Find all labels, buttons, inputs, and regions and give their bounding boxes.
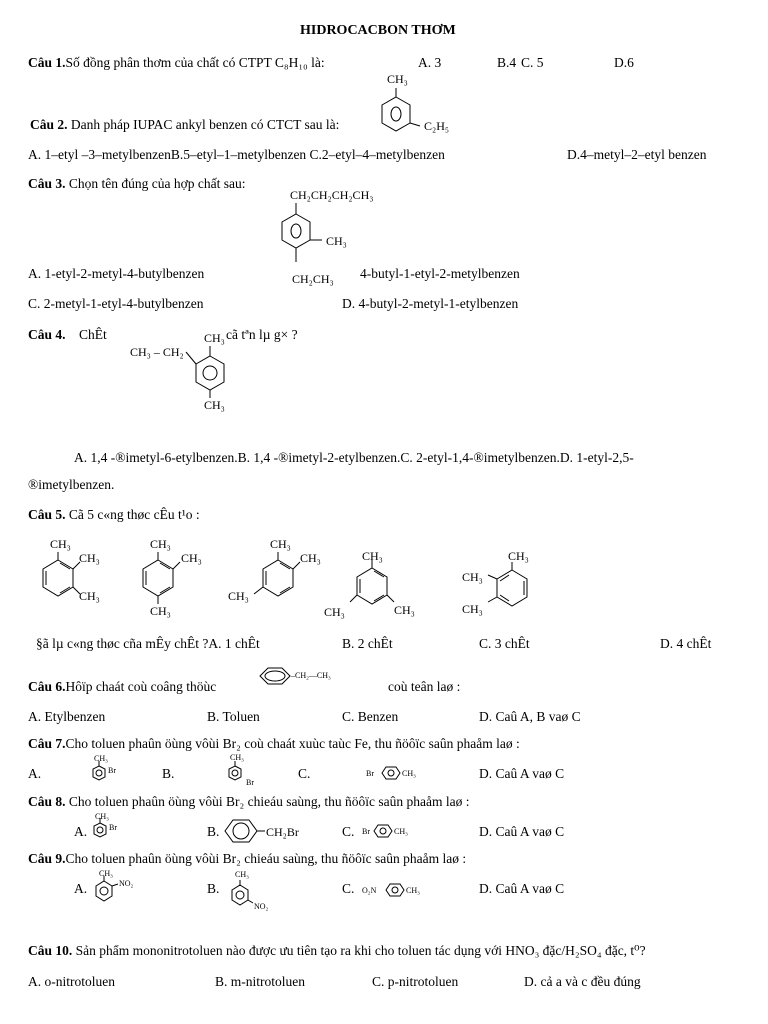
question-label: Câu 7. (28, 736, 66, 751)
q10-option-d: D. cả a và c đều đúng (524, 974, 641, 989)
q9-a-ch3: CH₃ (99, 869, 113, 878)
q7-c-ch3: CH₃ (402, 769, 416, 778)
q4-options-line-2: ®imetylbenzen. (28, 477, 115, 492)
q5-s3-ch3-left: CH₃ (228, 589, 249, 603)
q5-s4-ch3-top: CH₃ (362, 549, 383, 563)
question-label: Câu 2. (30, 117, 68, 132)
question-9 (28, 852, 466, 866)
q5-s5-ch3-bottom: CH₃ (462, 602, 483, 616)
q5-s2-ch3-bottom: CH₃ (150, 604, 171, 618)
q9-a-no2: NO₂ (119, 879, 134, 888)
question-7 (28, 737, 520, 751)
q7-option-a: A. (28, 766, 42, 781)
question-text: Sản phẩm mononitrotoluen nào được ưu tiên tạo ra khi cho toluen tác dụng với HNO₃ đặc/H₂SO₄ đặc, t⁰? (75, 943, 646, 958)
question-text: Chọn tên đúng của hợp chất sau: (68, 176, 246, 191)
q3-option-c: C. 2-metyl-1-etyl-4-butylbenzen (28, 296, 204, 311)
question-text: Hôïp chaát coù coâng thöùc (65, 679, 217, 694)
question-label: Câu 9. (28, 851, 66, 866)
question-10 (28, 944, 646, 958)
question-5 (28, 508, 200, 522)
q1-option-c: C. 5 (521, 55, 544, 70)
q5-s1-ch3-right: CH₃ (79, 551, 100, 565)
q5-s4-ch3-left: CH₃ (324, 605, 345, 619)
q5-s5-ch3-mid: CH₃ (462, 570, 483, 584)
q2-option-d: D.4–metyl–2–etyl benzen (567, 147, 707, 162)
q6-option-a: A. Etylbenzen (28, 709, 106, 724)
question-6 (28, 680, 216, 694)
question-text: ChÊt (79, 327, 107, 342)
q8-option-a: A. (74, 824, 88, 839)
q8-c-ch3: CH₃ (394, 827, 408, 836)
q8-option-c: C. (342, 824, 355, 839)
q8-c-br: Br (362, 827, 370, 836)
q5-s5-ch3-top: CH₃ (508, 549, 529, 563)
q4-options-line-1: A. 1,4 -®imetyl-6-etylbenzen.B. 1,4 -®imetyl-2-etylbenzen.C. 2-etyl-1,4-®imetylbenzen.D. 1-etyl-2,5- (74, 450, 634, 465)
q5-s1-ch3-top: CH₃ (50, 537, 71, 551)
q2-substituent-right: C₂H₅ (424, 119, 450, 133)
q3-substituent-top: CH₂CH₂CH₂CH₃ (290, 188, 374, 202)
q2-substituent-top: CH₃ (387, 72, 408, 86)
q6-option-d: D. Caû A, B vaø C (479, 709, 581, 724)
q10-option-c: C. p-nitrotoluen (372, 974, 459, 989)
q1-option-b: B.4 (497, 55, 517, 70)
q3-option-b: 4-butyl-1-etyl-2-metylbenzen (360, 266, 520, 281)
q4-substituent-bottom: CH₃ (204, 398, 225, 412)
question-8 (28, 795, 470, 809)
q7-option-d: D. Caû A vaø C (479, 766, 565, 781)
q8-a-ch3: CH₃ (95, 812, 109, 821)
q8-b-ch2br: CH₂Br (266, 825, 299, 839)
q5-option-b: B. 2 chÊt (342, 636, 393, 651)
q8-option-d: D. Caû A vaø C (479, 824, 565, 839)
q4-substituent-top: CH₃ (204, 331, 225, 345)
q3-substituent-bottom: CH₂CH₃ (292, 272, 334, 286)
question-1 (28, 56, 325, 70)
page-title: HIDROCACBON THƠM (300, 23, 456, 38)
q6-question-text-2: coù teân laø : (388, 679, 461, 694)
q2-options-abc: A. 1–etyl –3–metylbenzenB.5–etyl–1–metylbenzen C.2–etyl–4–metylbenzen (28, 147, 445, 162)
q9-b-no2: NO₂ (254, 902, 269, 911)
question-label: Câu 6. (28, 679, 66, 694)
question-label: Câu 4. (28, 327, 66, 342)
q10-option-a: A. o-nitrotoluen (28, 974, 115, 989)
q7-option-b: B. (162, 766, 175, 781)
question-4 (28, 328, 107, 342)
question-text: Cho toluen phaûn öùng vôùi Br₂ coù chaát xuùc taùc Fe, thu ñöôïc saûn phaåm laø : (65, 736, 520, 751)
q3-substituent-right: CH₃ (326, 234, 347, 248)
q5-s1-ch3-bottom: CH₃ (79, 589, 100, 603)
q6-formula: –CH₂—CH₃ (291, 671, 331, 680)
question-3 (28, 177, 246, 191)
q3-option-d: D. 4-butyl-2-metyl-1-etylbenzen (342, 296, 519, 311)
question-label: Câu 8. (28, 794, 66, 809)
q9-option-a: A. (74, 881, 88, 896)
question-text: Số đồng phân thơm của chất có CTPT C₈H₁₀ là: (65, 55, 325, 70)
question-text: Cã 5 c«ng thøc cÊu t¹o : (68, 507, 200, 522)
q7-a-br: Br (108, 766, 116, 775)
q6-option-b: B. Toluen (207, 709, 260, 724)
q3-option-a: A. 1-etyl-2-metyl-4-butylbenzen (28, 266, 205, 281)
question-label: Câu 1. (28, 55, 66, 70)
question-text: Cho toluen phaûn öùng vôùi Br₂ chieáu saùng, thu ñöôïc saûn phaåm laø : (65, 851, 467, 866)
q7-c-br: Br (366, 769, 374, 778)
q10-option-b: B. m-nitrotoluen (215, 974, 305, 989)
q5-option-c: C. 3 chÊt (479, 636, 530, 651)
q6-option-c: C. Benzen (342, 709, 399, 724)
question-label: Câu 5. (28, 507, 66, 522)
q5-s4-ch3-right: CH₃ (394, 603, 415, 617)
q4-substituent-left: CH₃ – CH₂ (130, 345, 184, 359)
q7-b-ch3: CH₃ (230, 753, 244, 762)
q5-s3-ch3-right: CH₃ (300, 551, 321, 565)
q9-option-c: C. (342, 881, 355, 896)
q9-option-d: D. Caû A vaø C (479, 881, 565, 896)
q5-s2-ch3-right: CH₃ (181, 551, 202, 565)
q9-option-b: B. (207, 881, 220, 896)
question-2 (30, 118, 339, 132)
q7-b-br: Br (246, 778, 254, 787)
q1-option-d: D.6 (614, 55, 634, 70)
q5-s3-ch3-top: CH₃ (270, 537, 291, 551)
q5-s2-ch3-top: CH₃ (150, 537, 171, 551)
q9-b-ch3: CH₃ (235, 870, 249, 879)
q9-c-ch3: CH₃ (406, 886, 420, 895)
question-label: Câu 3. (28, 176, 66, 191)
question-label: Câu 10. (28, 943, 73, 958)
q5-question-and-option-a: §ã lµ c«ng thøc cña mÊy chÊt ?A. 1 chÊt (36, 636, 260, 651)
q9-c-o2n: O₂N (362, 886, 377, 895)
q8-a-br: Br (109, 823, 117, 832)
q1-option-a: A. 3 (418, 55, 442, 70)
q7-a-ch3: CH₃ (94, 754, 108, 763)
q7-option-c: C. (298, 766, 311, 781)
question-text: Danh pháp IUPAC ankyl benzen có CTCT sau là: (70, 117, 340, 132)
q4-question-text-2: cã tªn lµ g× ? (226, 327, 298, 342)
q5-option-d: D. 4 chÊt (660, 636, 712, 651)
q8-option-b: B. (207, 824, 220, 839)
question-text: Cho toluen phaûn öùng vôùi Br₂ chieáu saùng, thu ñöôïc saûn phaåm laø : (68, 794, 470, 809)
